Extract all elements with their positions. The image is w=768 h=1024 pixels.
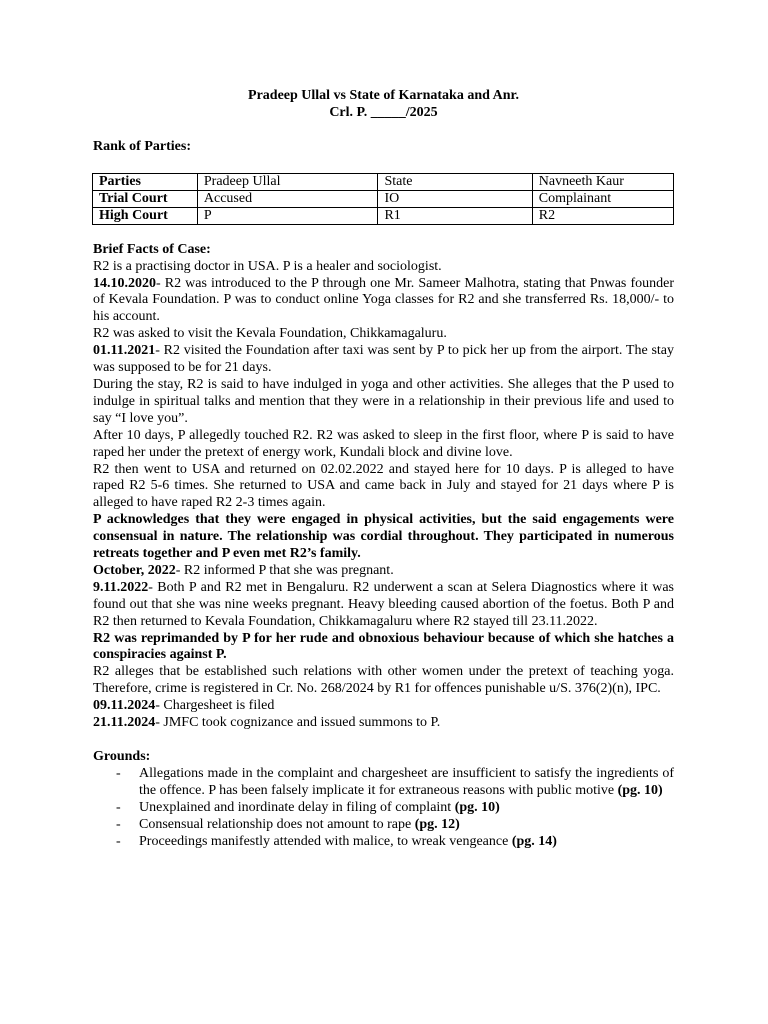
fact-paragraph (93, 462, 674, 513)
fact-text: R2 then went to USA and returned on 02.02.2022 and stayed here for 10 days. P is alleged to have raped R2 5-6 times. She returned to USA and came back in July and stayed for 21 days where P is alleged to have raped R2 2-3 times again. (93, 461, 674, 511)
ground-text: Proceedings manifestly attended with malice, to wreak vengeance (139, 833, 512, 849)
petition-number: Crl. P. _____/2025 (329, 104, 438, 120)
fact-date: 09.11.2024 (93, 698, 156, 714)
fact-text: After 10 days, P allegedly touched R2. R2 was asked to sleep in the first floor, where P is said to have raped her under the pretext of energy work, Kundali block and divine love. (93, 427, 674, 460)
table-cell: Navneeth Kaur (532, 173, 673, 190)
list-dash: - (116, 765, 121, 781)
table-cell: Accused (197, 190, 378, 207)
fact-paragraph (93, 563, 674, 580)
table-row (93, 207, 674, 224)
table-cell: Complainant (532, 190, 673, 207)
fact-text: During the stay, R2 is said to have indulged in yoga and other activities. She alleges that the P used to indulge in spiritual talks and mention that they were in a relationship in their previous life and used to say “I love you”. (93, 376, 674, 426)
page-reference: (pg. 12) (414, 816, 460, 832)
list-item (93, 766, 674, 800)
fact-text: - Chargesheet is filed (155, 698, 275, 714)
case-title (93, 88, 674, 122)
fact-paragraph (93, 428, 674, 462)
fact-text: - JMFC took cognizance and issued summons to P. (155, 715, 441, 731)
grounds-list (93, 766, 674, 851)
fact-date: 14.10.2020 (93, 275, 156, 291)
fact-paragraph-bold (93, 631, 674, 665)
parties-table (92, 173, 674, 225)
fact-date: 9.11.2022 (93, 579, 149, 595)
list-dash: - (116, 816, 121, 832)
grounds-heading: Grounds: (93, 749, 151, 764)
fact-date: October, 2022 (93, 562, 176, 578)
fact-text: R2 alleges that be established such relations with other women under the pretext of teaching yoga. Therefore, crime is registered in Cr. No. 268/2024 by R1 for offences punishable u/S. 376(2)(n), IPC. (93, 664, 674, 697)
fact-paragraph (93, 698, 674, 715)
fact-paragraph (93, 343, 674, 377)
fact-paragraph (93, 276, 674, 327)
fact-paragraph-bold (93, 512, 674, 563)
case-title-line: Pradeep Ullal vs State of Karnataka and Anr. (248, 88, 519, 103)
ground-text: Allegations made in the complaint and chargesheet are insufficient to satisfy the ingredients of the offence. P has been falsely implicate it for extraneous reasons with public motive (139, 765, 674, 798)
row-label: High Court (93, 207, 198, 224)
table-cell: Pradeep Ullal (197, 173, 378, 190)
fact-text: R2 was reprimanded by P for her rude and obnoxious behaviour because of which she hatches a conspiracies against P. (93, 630, 674, 663)
fact-paragraph (93, 664, 674, 698)
table-row (93, 190, 674, 207)
document-page (93, 88, 674, 850)
fact-paragraph (93, 580, 674, 631)
table-cell: IO (378, 190, 532, 207)
facts-list (93, 259, 674, 732)
fact-text: - Both P and R2 met in Bengaluru. R2 underwent a scan at Selera Diagnostics where it was found out that she was nine weeks pregnant. Heavy bleeding caused abortion of the foetus. Both P and R2 then returned to Kevala Foundation, Chikkamagaluru where R2 stayed till 23.11.2022. (93, 579, 674, 629)
ground-text: Unexplained and inordinate delay in filing of complaint (139, 799, 455, 815)
fact-text: R2 was asked to visit the Kevala Foundation, Chikkamagaluru. (93, 326, 447, 342)
page-reference: (pg. 10) (617, 782, 663, 798)
fact-paragraph (93, 377, 674, 428)
fact-date: 21.11.2024 (93, 715, 156, 731)
fact-text: - R2 was introduced to the P through one Mr. Sameer Malhotra, stating that Pnwas founder of Kevala Foundation. P was to conduct online Yoga classes for R2 and she transferred Rs. 18,000/- to his account. (93, 275, 674, 325)
page-reference: (pg. 10) (454, 799, 500, 815)
fact-paragraph (93, 326, 674, 343)
table-cell: R2 (532, 207, 673, 224)
rank-heading: Rank of Parties: (93, 138, 191, 154)
ground-text: Consensual relationship does not amount to rape (139, 816, 415, 832)
list-item (93, 800, 674, 817)
fact-paragraph (93, 715, 674, 732)
list-item (93, 834, 674, 851)
facts-heading: Brief Facts of Case: (93, 241, 211, 257)
row-label: Parties (93, 173, 198, 190)
list-dash: - (116, 799, 121, 815)
table-row (93, 173, 674, 190)
fact-text: - R2 informed P that she was pregnant. (175, 562, 394, 578)
fact-text: R2 is a practising doctor in USA. P is a healer and sociologist. (93, 258, 442, 274)
table-cell: State (378, 173, 532, 190)
fact-date: 01.11.2021 (93, 343, 156, 359)
fact-text: P acknowledges that they were engaged in physical activities, but the said engagements were consensual in nature. The relationship was cordial throughout. They participated in numerous retreats together and P even met R2’s family. (93, 512, 674, 562)
fact-text: - R2 visited the Foundation after taxi was sent by P to pick her up from the airport. The stay was supposed to be for 21 days. (93, 343, 674, 376)
list-item (93, 817, 674, 834)
list-dash: - (116, 833, 121, 849)
table-cell: R1 (378, 207, 532, 224)
page-reference: (pg. 14) (511, 833, 557, 849)
table-cell: P (197, 207, 378, 224)
row-label: Trial Court (93, 190, 198, 207)
fact-paragraph (93, 259, 674, 276)
